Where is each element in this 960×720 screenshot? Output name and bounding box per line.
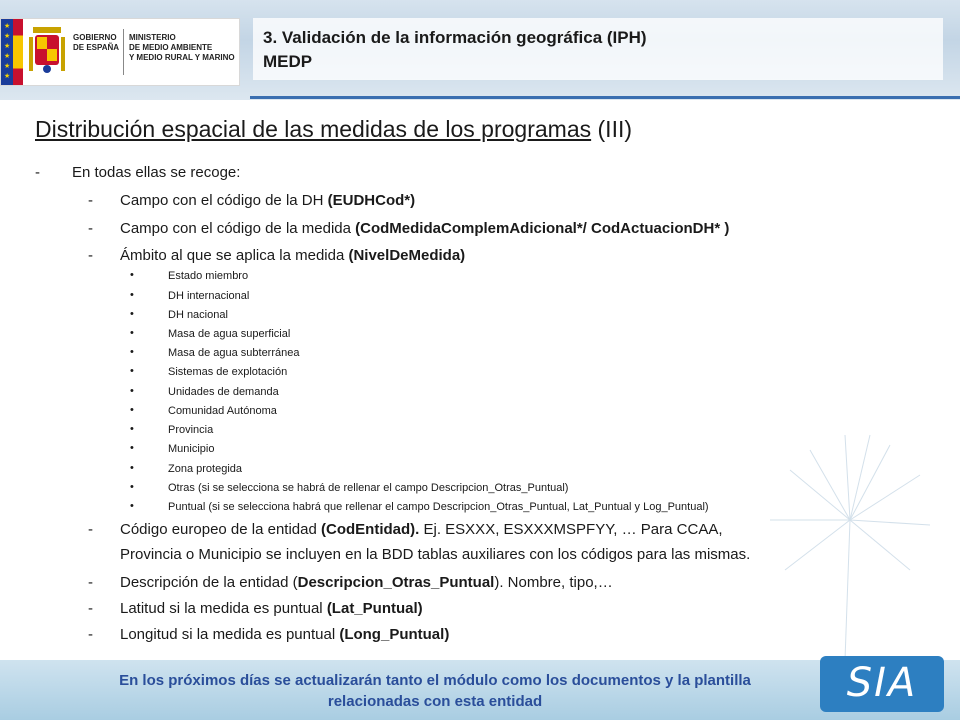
ministry-label: MINISTERIO DE MEDIO AMBIENTE Y MEDIO RURAL Y MARINO [129, 33, 235, 62]
eu-flag-icon: ★ ★ ★ ★ ★ ★ [1, 19, 13, 85]
header-title-box [253, 18, 943, 80]
header-subtitle: MEDP [263, 52, 313, 71]
spain-flag-icon [13, 19, 23, 85]
slide-heading: Distribución espacial de las medidas de los programas (III) [35, 116, 633, 142]
header-underline [250, 96, 960, 99]
government-logo [0, 18, 240, 86]
logo-divider [123, 29, 124, 75]
dandelion-watermark-icon [750, 430, 940, 660]
coat-of-arms-icon [29, 27, 65, 77]
government-label: GOBIERNO DE ESPAÑA [73, 33, 120, 52]
sia-logo: SIA [820, 656, 944, 712]
footer-notice: En los próximos días se actualizarán tanto el módulo como los documentos y la plantilla relacionadas con esta entidad [119, 672, 751, 710]
header-title: 3. Validación de la información geográfica (IPH) [263, 28, 647, 47]
